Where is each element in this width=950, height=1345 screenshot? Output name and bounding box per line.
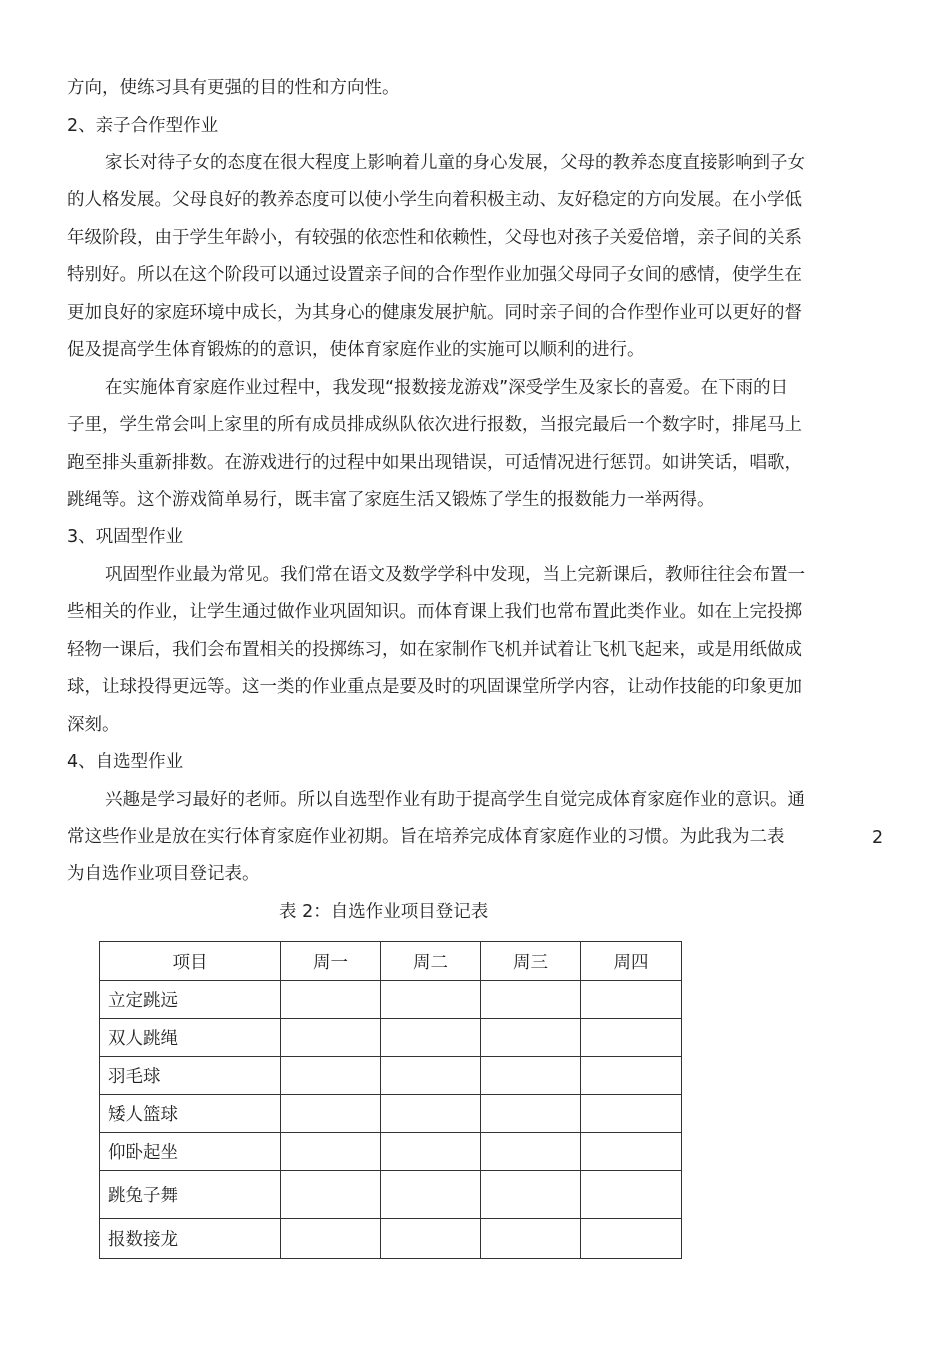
paragraph-line: 更加良好的家庭环境中成长，为其身心的健康发展护航。同时亲子间的合作型作业可以更好的督 <box>67 303 802 323</box>
header-thursday: 周四 <box>581 942 682 981</box>
table-cell[interactable] <box>381 1171 481 1219</box>
header-item: 项目 <box>100 942 281 981</box>
header-tuesday: 周二 <box>381 942 481 981</box>
item-name: 羽毛球 <box>100 1057 281 1095</box>
table-cell[interactable] <box>481 1219 581 1259</box>
item-name: 报数接龙 <box>100 1219 281 1259</box>
table-row <box>100 1133 682 1171</box>
section-heading-3: 3、巩固型作业 <box>67 527 184 547</box>
table-cell[interactable] <box>381 1133 481 1171</box>
paragraph-line: 球，让球投得更远等。这一类的作业重点是要及时的巩固课堂所学内容，让动作技能的印象更加 <box>67 677 802 697</box>
table-cell[interactable] <box>381 1019 481 1057</box>
table-row <box>100 1171 682 1219</box>
item-name: 立定跳远 <box>100 981 281 1019</box>
paragraph-line: 促及提高学生体育锻炼的的意识，使体育家庭作业的实施可以顺利的进行。 <box>67 340 645 360</box>
table-row <box>100 1057 682 1095</box>
table-cell[interactable] <box>581 1057 682 1095</box>
table-cell[interactable] <box>281 1095 381 1133</box>
header-wednesday: 周三 <box>481 942 581 981</box>
section-heading-4: 4、自选型作业 <box>67 752 184 772</box>
table-cell[interactable] <box>581 1133 682 1171</box>
table-cell[interactable] <box>581 1095 682 1133</box>
paragraph-line: 在实施体育家庭作业过程中，我发现“报数接龙游戏”深受学生及家长的喜爱。在下雨的日 <box>105 378 789 398</box>
paragraph-line: 跑至排头重新排数。在游戏进行的过程中如果出现错误，可适情况进行惩罚。如讲笑话，唱歌， <box>67 453 802 473</box>
table-cell[interactable] <box>481 1133 581 1171</box>
item-name: 仰卧起坐 <box>100 1133 281 1171</box>
paragraph-line: 兴趣是学习最好的老师。所以自选型作业有助于提高学生自觉完成体育家庭作业的意识。通 <box>105 790 805 810</box>
table-cell[interactable] <box>281 1171 381 1219</box>
paragraph-line: 深刻。 <box>67 715 120 735</box>
table-cell[interactable] <box>281 1019 381 1057</box>
table-cell[interactable] <box>381 1219 481 1259</box>
table-row <box>100 1219 682 1259</box>
table-row <box>100 981 682 1019</box>
page-number: 2 <box>872 828 884 848</box>
paragraph-line: 的人格发展。父母良好的教养态度可以使小学生向着积极主动、友好稳定的方向发展。在小学低 <box>67 190 802 210</box>
section-heading-2: 2、亲子合作型作业 <box>67 116 219 136</box>
table-row <box>100 1019 682 1057</box>
table-cell[interactable] <box>581 1171 682 1219</box>
registration-table <box>99 941 682 1259</box>
table-cell[interactable] <box>381 1057 481 1095</box>
paragraph-line: 些相关的作业，让学生通过做作业巩固知识。而体育课上我们也常布置此类作业。如在上完投掷 <box>67 602 802 622</box>
paragraph-line: 跳绳等。这个游戏简单易行，既丰富了家庭生活又锻炼了学生的报数能力一举两得。 <box>67 490 715 510</box>
table-header-row <box>100 942 682 981</box>
item-name: 矮人篮球 <box>100 1095 281 1133</box>
table-cell[interactable] <box>481 1057 581 1095</box>
paragraph-line: 常这些作业是放在实行体育家庭作业初期。旨在培养完成体育家庭作业的习惯。为此我为二表 <box>67 827 785 847</box>
table-cell[interactable] <box>281 981 381 1019</box>
paragraph-line: 为自选作业项目登记表。 <box>67 864 260 884</box>
item-name: 双人跳绳 <box>100 1019 281 1057</box>
table-row <box>100 1095 682 1133</box>
table-cell[interactable] <box>281 1219 381 1259</box>
table-cell[interactable] <box>581 981 682 1019</box>
paragraph-line: 年级阶段，由于学生年龄小，有较强的依恋性和依赖性，父母也对孩子关爱倍增，亲子间的关系 <box>67 228 802 248</box>
item-name: 跳兔子舞 <box>100 1171 281 1219</box>
paragraph-line: 特别好。所以在这个阶段可以通过设置亲子间的合作型作业加强父母同子女间的感情，使学生在 <box>67 265 802 285</box>
table-caption: 表 2：自选作业项目登记表 <box>279 902 489 922</box>
paragraph-line: 子里，学生常会叫上家里的所有成员排成纵队依次进行报数，当报完最后一个数字时，排尾马上 <box>67 415 802 435</box>
paragraph-line: 巩固型作业最为常见。我们常在语文及数学学科中发现，当上完新课后，教师往往会布置一 <box>105 565 805 585</box>
table-cell[interactable] <box>281 1057 381 1095</box>
header-monday: 周一 <box>281 942 381 981</box>
table-cell[interactable] <box>481 981 581 1019</box>
table-cell[interactable] <box>381 981 481 1019</box>
table-cell[interactable] <box>481 1019 581 1057</box>
table-cell[interactable] <box>581 1019 682 1057</box>
paragraph-line: 家长对待子女的态度在很大程度上影响着儿童的身心发展，父母的教养态度直接影响到子女 <box>105 153 805 173</box>
table-cell[interactable] <box>581 1219 682 1259</box>
table-cell[interactable] <box>481 1171 581 1219</box>
table-cell[interactable] <box>281 1133 381 1171</box>
table-cell[interactable] <box>481 1095 581 1133</box>
paragraph-line: 方向，使练习具有更强的目的性和方向性。 <box>67 78 400 98</box>
table-cell[interactable] <box>381 1095 481 1133</box>
paragraph-line: 轻物一课后，我们会布置相关的投掷练习，如在家制作飞机并试着让飞机飞起来，或是用纸做成 <box>67 640 802 660</box>
